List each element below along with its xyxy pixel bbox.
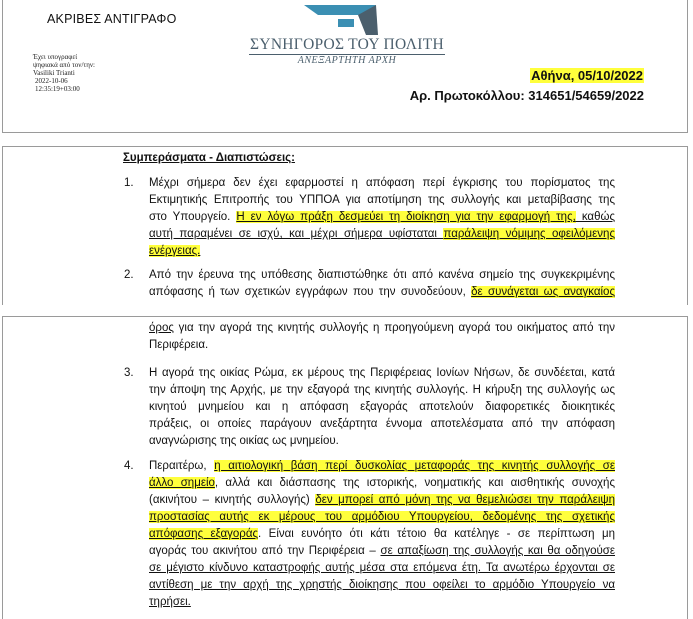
item-3-line: αναγνώρισης της οικίας ως μνημείου. bbox=[149, 435, 339, 447]
signature-time: 12:35:19+03:00 bbox=[35, 85, 80, 93]
item-3-line: Η αγορά της οικίας Ρώμα, εκ μέρους της Περιφέρειας Ιονίων Νήσων, δε συνδέεται, κατά bbox=[149, 367, 615, 379]
section-heading: Συμπεράσματα - Διαπιστώσεις: bbox=[123, 152, 295, 164]
item-4-text: αγοράς του ακινήτου από την Περιφέρεια – bbox=[149, 545, 381, 557]
item-3-line: πράξεις, οι οποίες παράγουν ανεξάρτητα έννομα αποτελέσματα από την απόφαση bbox=[149, 418, 615, 430]
item-4-line: αντίθεση με την αρχή της χρηστής διοίκησης που οφείλει το αρμόδιο Υπουργείο να bbox=[149, 579, 615, 591]
digital-signature-block bbox=[33, 53, 95, 93]
conclusion-item-4 bbox=[149, 458, 615, 611]
conclusion-item-2 bbox=[149, 267, 615, 301]
item-4-line: τηρήσει. bbox=[149, 596, 191, 608]
item-3-line: κινητού μνημείου και η απόφαση εξαγοράς αποτελούν διαφορετικές διοικητικές bbox=[149, 401, 615, 413]
item-1-text: στο Υπουργείο. bbox=[149, 211, 237, 223]
highlighted-text: δεν μπορεί από μόνη της να θεμελιώσει την παράλειψη bbox=[315, 494, 616, 506]
item-4-line bbox=[149, 475, 615, 492]
document-date: Αθήνα, 05/10/2022 bbox=[531, 68, 643, 83]
exact-copy-label: ΑΚΡΙΒΕΣ ΑΝΤΙΓΡΑΦΟ bbox=[47, 12, 177, 26]
protocol-number: Αρ. Πρωτοκόλλου: 314651/54659/2022 bbox=[409, 88, 644, 103]
signature-name: Vasiliki Trianti bbox=[33, 69, 75, 77]
item-3-line: την άποψη της Αρχής, με την εξαγορά της κινητής συλλογής. Η κήρυξη της συλλογής ως bbox=[149, 384, 615, 396]
item-1-line bbox=[149, 209, 615, 226]
signature-line: Έχει υπογραφεί bbox=[33, 53, 78, 61]
item-2-line: Από την έρευνα της υπόθεσης διαπιστώθηκε ότι από κανένα σημείο της συγκεκριμένης bbox=[149, 269, 615, 281]
item-4-text: (ακινήτου – κινητής συλλογής) bbox=[149, 494, 316, 506]
logo-name: ΣΥΝΗΓΟΡΟΣ ΤΟΥ ΠΟΛΙΤΗ bbox=[250, 36, 444, 53]
signature-date: 2022-10-06 bbox=[35, 77, 68, 85]
highlighted-text: η αιτιολογική βάση περί δυσκολίας μεταφοράς της κινητής συλλογής σε bbox=[214, 460, 615, 472]
item-1-line bbox=[149, 243, 615, 260]
highlighted-text: προστασίας αυτής εκ μέρους του αρμόδιου Υπουργείου, δεδομένης της σχετικής bbox=[149, 511, 615, 523]
logo-subtitle: ΑΝΕΞΑΡΤΗΤΗ ΑΡΧΗ bbox=[297, 55, 397, 66]
item-2-line bbox=[149, 320, 615, 337]
underlined-text: καθώς bbox=[575, 211, 615, 223]
highlighted-text: ενέργειας. bbox=[149, 245, 201, 257]
item-1-line bbox=[149, 226, 615, 243]
underlined-text: αυτή παραμένει σε ισχύ, και μέχρι σήμερα υφίσταται bbox=[149, 228, 444, 240]
item-2-line bbox=[149, 284, 615, 301]
item-4-text: , αλλά και διάσπασης της ιστορικής, νοηματικής και αισθητικής συνοχής bbox=[214, 477, 615, 489]
underlined-text: . Τα ανωτέρω έρχονται σε bbox=[477, 562, 615, 574]
conclusion-item-2-continued bbox=[149, 320, 615, 354]
highlighted-text: Η εν λόγω πράξη δεσμεύει τη διοίκηση για την εφαρμογή της, bbox=[236, 211, 576, 223]
item-2-text: για την αγορά της κινητής συλλογής η προηγούμενη αγορά του οικήματος από την bbox=[173, 322, 615, 334]
document-header bbox=[2, 0, 688, 133]
item-number: 3. bbox=[124, 367, 134, 379]
highlighted-text: δε συνάγεται ως αναγκαίος bbox=[471, 286, 615, 298]
item-4-line bbox=[149, 458, 615, 475]
logo-mark-icon bbox=[298, 1, 402, 37]
item-4-line bbox=[149, 560, 615, 577]
highlighted-text: παράλειψη νόμιμης οφειλόμενης bbox=[443, 228, 615, 240]
item-4-text: Περαιτέρω, bbox=[149, 460, 215, 472]
item-4-line bbox=[149, 543, 615, 560]
item-number: 1. bbox=[124, 177, 134, 189]
underlined-text: σε μέγιστο κίνδυνο καταστροφής αυτής μέσα στα επόμενα έτη bbox=[149, 562, 478, 574]
underlined-text: όρος bbox=[149, 322, 174, 334]
item-number: 4. bbox=[124, 460, 134, 472]
document-page-3 bbox=[2, 316, 688, 619]
highlighted-text: απόφασης εξαγοράς bbox=[149, 528, 259, 540]
item-4-text: . Είναι ευνόητο ότι κάτι τέτοιο θα κατέληγε - σε περίπτωση μη bbox=[258, 528, 615, 540]
item-1-line: Μέχρι σήμερα δεν έχει εφαρμοστεί η απόφαση περί έγκρισης του πορίσματος της bbox=[149, 177, 615, 189]
item-number: 2. bbox=[124, 269, 134, 281]
item-1-line: Εκτιμητικής Επιτροπής του ΥΠΠΟΑ για αποτίμηση της συλλογής και μεταβίβασης της bbox=[149, 194, 615, 206]
item-2-line: Περιφέρεια. bbox=[149, 339, 209, 351]
highlighted-text: άλλο σημείο bbox=[149, 477, 215, 489]
item-4-line bbox=[149, 526, 615, 543]
conclusion-item-3 bbox=[149, 365, 615, 450]
conclusion-item-1 bbox=[149, 175, 615, 260]
underlined-text: σε απαξίωση της συλλογής και θα οδηγούσε bbox=[380, 545, 615, 557]
ombudsman-logo bbox=[247, 1, 447, 67]
document-page-2 bbox=[2, 146, 688, 305]
item-4-line bbox=[149, 492, 615, 509]
item-4-line bbox=[149, 509, 615, 526]
item-2-text: απόφασης ή των σχετικών εγγράφων που την συνοδεύουν, bbox=[149, 286, 472, 298]
signature-line: ψηφιακά από τον/την: bbox=[33, 61, 95, 69]
